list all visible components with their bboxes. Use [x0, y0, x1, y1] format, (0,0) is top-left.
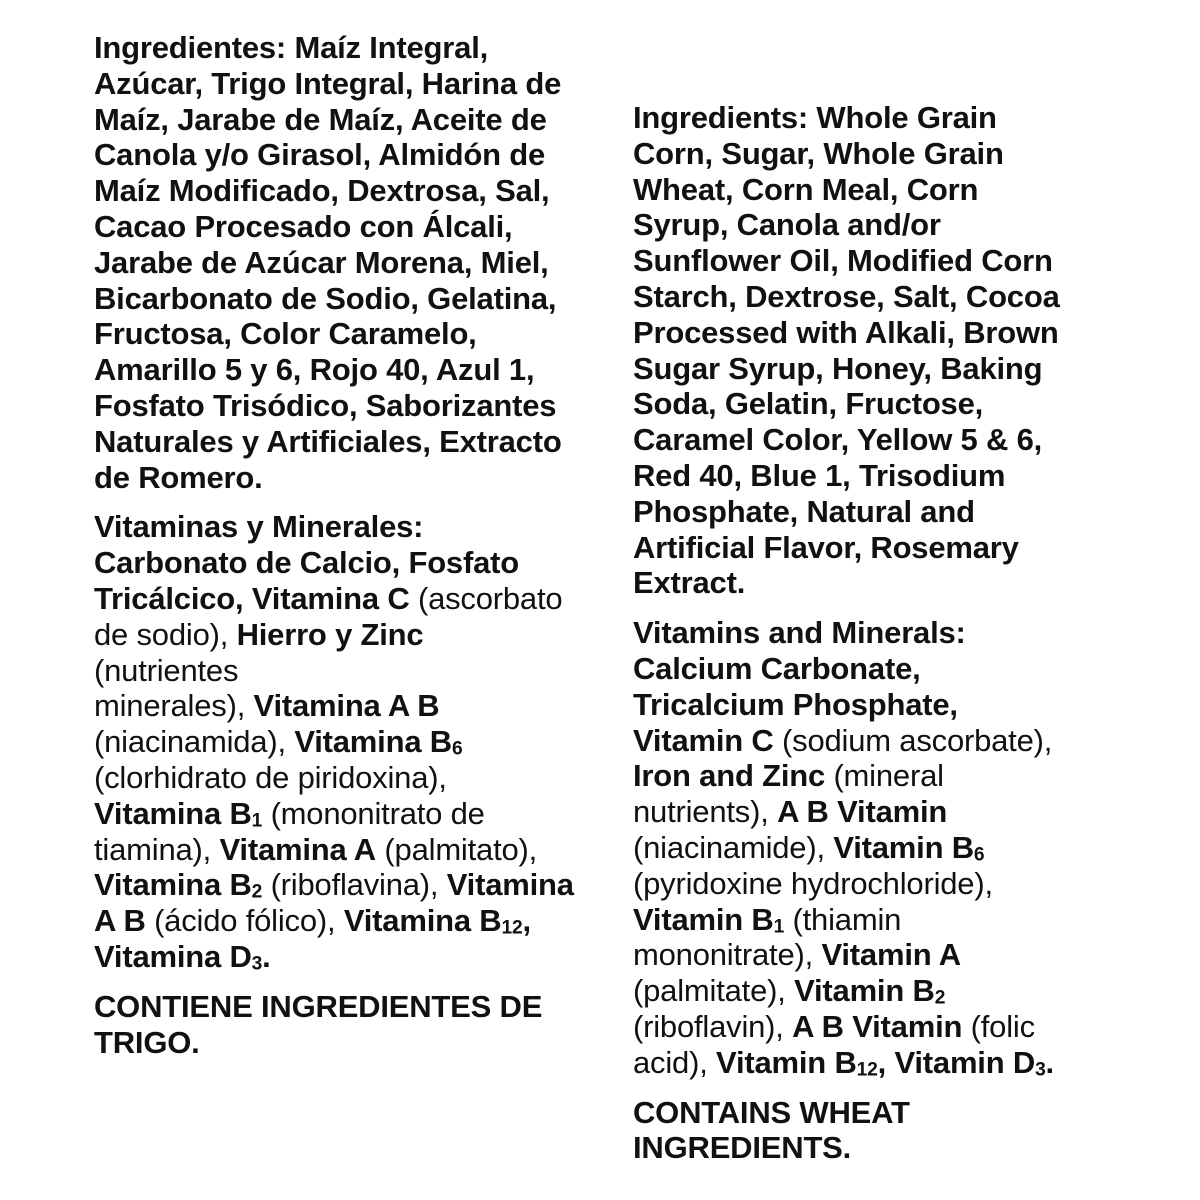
english-vitamin-ab-2: A B Vitamin	[792, 1008, 963, 1044]
spanish-vitamin-c: Vitamina C	[251, 580, 410, 616]
english-vitamin-a: Vitamin A	[821, 937, 961, 973]
english-vitamin-b1-desc: (thiamin mononitrate),	[633, 901, 902, 973]
spanish-vitamin-b1-desc: (mononitrato de tiamina),	[94, 795, 485, 867]
spanish-column	[94, 30, 574, 1060]
english-vitamin-b12: Vitamin $B_{12}$,	[716, 1044, 887, 1081]
spanish-vitamin-b1: Vitamina $B_1$	[94, 795, 263, 832]
spanish-calcium: Carbonato de Calcio, Fosfato Tricálcico,	[94, 545, 519, 616]
spanish-vitamin-d3: Vitamina $D_3$.	[94, 938, 271, 975]
spanish-vitamin-ab-2: Vitamina A B	[94, 867, 574, 939]
spanish-iron-zinc: Hierro y Zinc	[236, 616, 424, 652]
spanish-vitamin-a: Vitamina A	[219, 831, 376, 867]
spanish-vitamins-minerals	[94, 509, 574, 974]
english-vitamin-d3: Vitamin $D_3$.	[894, 1044, 1054, 1081]
english-vitamin-b2-desc: (riboflavin),	[633, 1008, 784, 1044]
spanish-vitamin-b12: Vitamina $B_{12}$,	[343, 903, 531, 939]
english-vitamin-b6-desc: (pyridoxine hydrochloride),	[633, 865, 993, 901]
spanish-ingredients: Ingredientes: Maíz Integral, Azúcar, Trigo Integral, Harina de Maíz, Jarabe de Maíz, Aceite de Canola y/o Girasol, Almidón de Maíz Modificado, Dextrosa, Sal, Cacao Procesado con Álcali, Jarabe de Azúcar Morena, Miel, Bicarbonato de Sodio, Gelatina, Fructosa, Color Caramelo, Amarillo 5 y 6, Rojo 40, Azul 1, Fosfato Trisódico, Saborizantes Naturales y Artificiales, Extracto de Romero.	[94, 30, 562, 495]
spanish-vitamin-b6-desc: (clorhidrato de piridoxina),	[94, 759, 447, 795]
spanish-vitamins-heading: Vitaminas y Minerales:	[94, 509, 424, 545]
spanish-vitamin-ab-1: Vitamina A B	[253, 688, 440, 724]
english-vitamin-b6: Vitamin $B_6$	[833, 829, 985, 866]
english-column	[633, 100, 1118, 1166]
english-vitamin-c-desc: (sodium ascorbate),	[782, 722, 1053, 758]
english-vitamin-b1: Vitamin $B_1$	[633, 901, 785, 937]
english-vitamins-minerals	[633, 615, 1118, 1080]
english-iron-zinc-desc: (mineral nutrients),	[633, 758, 944, 830]
english-calcium: Calcium Carbonate, Tricalcium Phosphate, Vitamin C	[633, 650, 958, 758]
english-vitamin-b2: Vitamin $B_2$	[794, 973, 946, 1009]
spanish-vitamin-b6: Vitamina $B_6$	[294, 724, 463, 760]
spanish-allergen: CONTIENE INGREDIENTES DE TRIGO.	[94, 988, 543, 1060]
english-vitamin-ab-1: A B Vitamin	[777, 794, 948, 830]
english-vitamin-ab-2-desc: (folic acid),	[633, 1008, 1035, 1080]
english-iron-zinc: Iron and Zinc	[633, 758, 826, 794]
spanish-vitamin-a-desc: (palmitato),	[384, 831, 538, 867]
english-vitamin-ab-1-desc: (niacinamide),	[633, 829, 825, 865]
spanish-vitamin-c-desc: (ascorbato de sodio),	[94, 580, 563, 652]
english-ingredients: Ingredients: Whole Grain Corn, Sugar, Whole Grain Wheat, Corn Meal, Corn Syrup, Canola and/or Sunflower Oil, Modified Corn Starch, Dextrose, Salt, Cocoa Processed with Alkali, Brown Sugar Syrup, Honey, Baking Soda, Gelatin, Fructose, Caramel Color, Yellow 5 & 6, Red 40, Blue 1, Trisodium Phosphate, Natural and Artificial Flavor, Rosemary Extract.	[633, 100, 1060, 601]
english-vitamin-a-desc: (palmitate),	[633, 973, 786, 1009]
english-allergen: CONTAINS WHEAT INGREDIENTS.	[633, 1094, 910, 1166]
spanish-iron-zinc-desc: (nutrientes minerales),	[94, 652, 246, 724]
spanish-vitamin-ab-2-desc: (ácido fólico),	[154, 903, 336, 939]
spanish-vitamin-ab-1-desc: (niacinamida),	[94, 724, 286, 760]
spanish-vitamin-b2: Vitamina $B_2$	[94, 867, 263, 903]
english-vitamins-heading: Vitamins and Minerals:	[633, 615, 966, 651]
spanish-vitamin-b2-desc: (riboflavina),	[270, 867, 439, 903]
